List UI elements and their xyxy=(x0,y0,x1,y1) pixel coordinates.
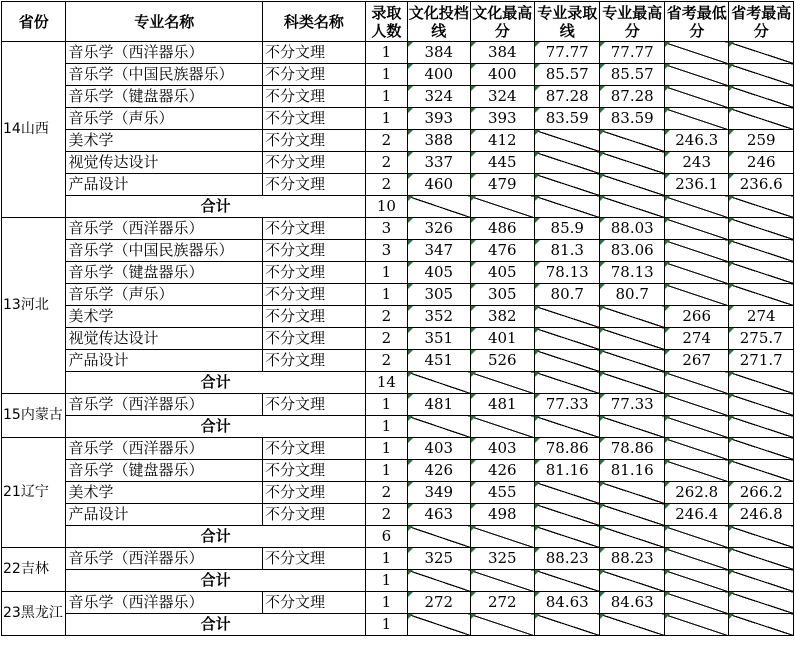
total-count-cell[interactable]: 14 xyxy=(365,372,407,394)
enrollment-cell[interactable]: 1 xyxy=(365,592,407,614)
table-row xyxy=(2,86,794,108)
culture-line-cell[interactable]: 388 xyxy=(408,130,470,152)
total-count-cell[interactable]: 1 xyxy=(365,416,407,438)
total-count-cell[interactable]: 1 xyxy=(365,570,407,592)
table-row xyxy=(2,592,794,614)
culture-line-cell[interactable]: 305 xyxy=(408,284,470,306)
enrollment-cell[interactable]: 1 xyxy=(365,460,407,482)
major-max-cell[interactable]: 85.57 xyxy=(600,64,664,86)
table-row xyxy=(2,284,794,306)
culture-line-cell[interactable]: 393 xyxy=(408,108,470,130)
category-cell[interactable]: 不分文理 xyxy=(262,174,365,196)
enrollment-cell[interactable]: 2 xyxy=(365,504,407,526)
culture-max-cell[interactable]: 412 xyxy=(470,130,534,152)
culture-line-cell[interactable]: 351 xyxy=(408,328,470,350)
major-max-cell[interactable] xyxy=(600,152,664,174)
provincial-max-cell[interactable]: 246 xyxy=(729,152,794,174)
culture-line-cell[interactable]: 460 xyxy=(408,174,470,196)
enrollment-cell[interactable]: 1 xyxy=(365,86,407,108)
table-row xyxy=(2,350,794,372)
major-line-cell[interactable]: 78.86 xyxy=(535,438,600,460)
major-name-cell[interactable]: 音乐学（西洋器乐） xyxy=(66,42,262,64)
category-cell[interactable]: 不分文理 xyxy=(262,284,365,306)
enrollment-cell[interactable]: 1 xyxy=(365,64,407,86)
province-cell[interactable]: 13河北 xyxy=(2,218,66,394)
culture-max-cell[interactable]: 305 xyxy=(470,284,534,306)
enrollment-cell[interactable]: 3 xyxy=(365,240,407,262)
table-row xyxy=(2,394,794,416)
culture-max-cell[interactable]: 476 xyxy=(470,240,534,262)
total-count-cell[interactable]: 10 xyxy=(365,196,407,218)
provincial-max-cell[interactable] xyxy=(729,416,794,438)
total-count-cell[interactable]: 1 xyxy=(365,614,407,636)
provincial-min-cell[interactable]: 246.3 xyxy=(664,130,728,152)
provincial-max-cell[interactable] xyxy=(729,42,794,64)
table-row xyxy=(2,240,794,262)
culture-line-cell[interactable] xyxy=(408,416,470,438)
header-major-max[interactable]: 专业最高分 xyxy=(600,2,664,42)
major-max-cell[interactable] xyxy=(600,526,664,548)
major-line-cell[interactable]: 87.28 xyxy=(535,86,600,108)
table-row xyxy=(2,460,794,482)
table-row xyxy=(2,174,794,196)
culture-max-cell[interactable] xyxy=(470,372,534,394)
header-category[interactable]: 科类名称 xyxy=(262,2,365,42)
category-cell[interactable]: 不分文理 xyxy=(262,218,365,240)
major-name-cell[interactable]: 产品设计 xyxy=(66,174,262,196)
major-max-cell[interactable] xyxy=(600,614,664,636)
table-row xyxy=(2,218,794,240)
major-line-cell[interactable] xyxy=(535,196,600,218)
major-name-cell[interactable]: 产品设计 xyxy=(66,504,262,526)
provincial-max-cell[interactable]: 259 xyxy=(729,130,794,152)
culture-line-cell[interactable] xyxy=(408,526,470,548)
provincial-max-cell[interactable]: 271.7 xyxy=(729,350,794,372)
total-label-cell[interactable]: 合计 xyxy=(66,614,365,636)
major-line-cell[interactable] xyxy=(535,306,600,328)
header-culture-line[interactable]: 文化投档线 xyxy=(408,3,469,40)
major-name-cell[interactable]: 音乐学（声乐） xyxy=(66,108,262,130)
table-row xyxy=(2,482,794,504)
major-line-cell[interactable]: 77.77 xyxy=(535,42,600,64)
major-line-cell[interactable]: 83.59 xyxy=(535,108,600,130)
category-cell[interactable]: 不分文理 xyxy=(262,328,365,350)
major-name-cell[interactable]: 美术学 xyxy=(66,306,262,328)
total-row xyxy=(2,570,794,592)
major-name-cell[interactable]: 美术学 xyxy=(66,130,262,152)
table-row xyxy=(2,130,794,152)
category-cell[interactable]: 不分文理 xyxy=(262,130,365,152)
major-max-cell[interactable] xyxy=(600,328,664,350)
major-max-cell[interactable]: 83.59 xyxy=(600,108,664,130)
major-name-cell[interactable]: 音乐学（西洋器乐） xyxy=(66,394,262,416)
major-line-cell[interactable]: 84.63 xyxy=(535,592,600,614)
category-cell[interactable]: 不分文理 xyxy=(262,460,365,482)
major-max-cell[interactable]: 87.28 xyxy=(600,86,664,108)
culture-max-cell[interactable] xyxy=(470,614,534,636)
enrollment-cell[interactable]: 2 xyxy=(365,306,407,328)
culture-max-cell[interactable]: 384 xyxy=(470,42,534,64)
total-row xyxy=(2,614,794,636)
provincial-min-cell[interactable] xyxy=(664,416,728,438)
province-cell[interactable]: 22吉林 xyxy=(2,548,66,592)
culture-max-cell[interactable] xyxy=(470,570,534,592)
culture-max-cell[interactable]: 382 xyxy=(470,306,534,328)
header-major[interactable]: 专业名称 xyxy=(66,2,262,42)
table-row xyxy=(2,152,794,174)
table-row xyxy=(2,504,794,526)
provincial-max-cell[interactable] xyxy=(729,460,794,482)
major-name-cell[interactable]: 美术学 xyxy=(66,482,262,504)
culture-max-cell[interactable]: 272 xyxy=(470,592,534,614)
major-line-cell[interactable] xyxy=(535,570,600,592)
enrollment-cell[interactable]: 2 xyxy=(365,152,407,174)
culture-max-cell[interactable]: 325 xyxy=(470,548,534,570)
provincial-max-cell[interactable] xyxy=(729,218,794,240)
province-cell[interactable]: 23黑龙江 xyxy=(2,592,66,636)
enrollment-cell[interactable]: 3 xyxy=(365,218,407,240)
header-province[interactable]: 省份 xyxy=(2,2,66,42)
major-line-cell[interactable] xyxy=(535,482,600,504)
major-line-cell[interactable]: 88.23 xyxy=(535,548,600,570)
enrollment-cell[interactable]: 1 xyxy=(365,548,407,570)
total-count-cell[interactable]: 6 xyxy=(365,526,407,548)
provincial-max-cell[interactable] xyxy=(729,394,794,416)
culture-max-cell[interactable]: 393 xyxy=(470,108,534,130)
major-name-cell[interactable]: 音乐学（西洋器乐） xyxy=(66,592,262,614)
province-cell[interactable]: 21辽宁 xyxy=(2,438,66,548)
enrollment-cell[interactable]: 1 xyxy=(365,108,407,130)
category-cell[interactable]: 不分文理 xyxy=(262,240,365,262)
provincial-max-cell[interactable] xyxy=(729,592,794,614)
major-line-cell[interactable] xyxy=(535,328,600,350)
major-max-cell[interactable]: 77.77 xyxy=(600,42,664,64)
provincial-min-cell[interactable] xyxy=(664,42,728,64)
provincial-max-cell[interactable] xyxy=(729,284,794,306)
provincial-min-cell[interactable] xyxy=(664,394,728,416)
provincial-min-cell[interactable] xyxy=(664,284,728,306)
major-name-cell[interactable]: 音乐学（键盘器乐） xyxy=(66,460,262,482)
culture-max-cell[interactable] xyxy=(470,196,534,218)
major-line-cell[interactable]: 77.33 xyxy=(535,394,600,416)
enrollment-cell[interactable]: 1 xyxy=(365,394,407,416)
major-max-cell[interactable] xyxy=(600,130,664,152)
culture-line-cell[interactable]: 272 xyxy=(408,592,470,614)
culture-max-cell[interactable]: 479 xyxy=(470,174,534,196)
major-line-cell[interactable] xyxy=(535,152,600,174)
provincial-min-cell[interactable] xyxy=(664,460,728,482)
provincial-min-cell[interactable] xyxy=(664,372,728,394)
culture-line-cell[interactable]: 403 xyxy=(408,438,470,460)
major-name-cell[interactable]: 音乐学（西洋器乐） xyxy=(66,438,262,460)
category-cell[interactable]: 不分文理 xyxy=(262,152,365,174)
provincial-min-cell[interactable]: 236.1 xyxy=(664,174,728,196)
major-max-cell[interactable]: 80.7 xyxy=(600,284,664,306)
culture-max-cell[interactable]: 405 xyxy=(470,262,534,284)
major-line-cell[interactable] xyxy=(535,504,600,526)
category-cell[interactable]: 不分文理 xyxy=(262,394,365,416)
provincial-min-cell[interactable]: 266 xyxy=(664,306,728,328)
provincial-min-cell[interactable]: 246.4 xyxy=(664,504,728,526)
header-culture-max[interactable]: 文化最高分 xyxy=(470,2,534,42)
culture-line-cell[interactable]: 324 xyxy=(408,86,470,108)
major-name-cell[interactable]: 视觉传达设计 xyxy=(66,152,262,174)
culture-line-cell[interactable]: 347 xyxy=(408,240,470,262)
provincial-min-cell[interactable] xyxy=(664,64,728,86)
admission-score-table xyxy=(1,1,794,636)
major-max-cell[interactable] xyxy=(600,174,664,196)
enrollment-cell[interactable]: 1 xyxy=(365,262,407,284)
culture-line-cell[interactable]: 325 xyxy=(408,548,470,570)
total-row xyxy=(2,196,794,218)
culture-line-cell[interactable] xyxy=(408,196,470,218)
total-label-cell[interactable]: 合计 xyxy=(66,196,365,218)
provincial-min-cell[interactable] xyxy=(664,86,728,108)
culture-max-cell[interactable]: 403 xyxy=(470,438,534,460)
culture-max-cell[interactable]: 455 xyxy=(470,482,534,504)
table-row xyxy=(2,262,794,284)
category-cell[interactable]: 不分文理 xyxy=(262,350,365,372)
major-line-cell[interactable] xyxy=(535,130,600,152)
enrollment-cell[interactable]: 1 xyxy=(365,438,407,460)
major-max-cell[interactable]: 88.03 xyxy=(600,218,664,240)
category-cell[interactable]: 不分文理 xyxy=(262,438,365,460)
major-name-cell[interactable]: 音乐学（西洋器乐） xyxy=(66,548,262,570)
major-name-cell[interactable]: 音乐学（键盘器乐） xyxy=(66,262,262,284)
total-row xyxy=(2,416,794,438)
major-max-cell[interactable]: 78.86 xyxy=(600,438,664,460)
provincial-min-cell[interactable] xyxy=(664,614,728,636)
provincial-min-cell[interactable]: 267 xyxy=(664,350,728,372)
category-cell[interactable]: 不分文理 xyxy=(262,262,365,284)
enrollment-cell[interactable]: 2 xyxy=(365,174,407,196)
provincial-max-cell[interactable] xyxy=(729,262,794,284)
culture-line-cell[interactable]: 337 xyxy=(408,152,470,174)
enrollment-cell[interactable]: 1 xyxy=(365,284,407,306)
provincial-max-cell[interactable]: 246.8 xyxy=(729,504,794,526)
category-cell[interactable]: 不分文理 xyxy=(262,592,365,614)
provincial-min-cell[interactable]: 262.8 xyxy=(664,482,728,504)
major-max-cell[interactable] xyxy=(600,504,664,526)
provincial-max-cell[interactable] xyxy=(729,64,794,86)
culture-max-cell[interactable]: 445 xyxy=(470,152,534,174)
provincial-max-cell[interactable] xyxy=(729,548,794,570)
provincial-max-cell[interactable] xyxy=(729,438,794,460)
major-line-cell[interactable]: 81.16 xyxy=(535,460,600,482)
total-label-cell[interactable]: 合计 xyxy=(66,416,365,438)
culture-line-cell[interactable]: 326 xyxy=(408,218,470,240)
culture-max-cell[interactable] xyxy=(470,526,534,548)
enrollment-cell[interactable]: 2 xyxy=(365,350,407,372)
major-name-cell[interactable]: 音乐学（中国民族器乐） xyxy=(66,64,262,86)
major-max-cell[interactable] xyxy=(600,350,664,372)
culture-line-cell[interactable]: 405 xyxy=(408,262,470,284)
culture-max-cell[interactable]: 324 xyxy=(470,86,534,108)
culture-max-cell[interactable] xyxy=(470,416,534,438)
enrollment-cell[interactable]: 2 xyxy=(365,482,407,504)
category-cell[interactable]: 不分文理 xyxy=(262,504,365,526)
major-line-cell[interactable] xyxy=(535,526,600,548)
culture-max-cell[interactable]: 426 xyxy=(470,460,534,482)
total-label-cell[interactable]: 合计 xyxy=(66,570,365,592)
category-cell[interactable]: 不分文理 xyxy=(262,64,365,86)
major-line-cell[interactable]: 81.3 xyxy=(535,240,600,262)
culture-line-cell[interactable] xyxy=(408,570,470,592)
provincial-max-cell[interactable]: 275.7 xyxy=(729,328,794,350)
major-line-cell[interactable]: 85.57 xyxy=(535,64,600,86)
culture-max-cell[interactable]: 486 xyxy=(470,218,534,240)
total-row xyxy=(2,526,794,548)
major-max-cell[interactable]: 84.63 xyxy=(600,592,664,614)
major-max-cell[interactable] xyxy=(600,482,664,504)
culture-line-cell[interactable]: 349 xyxy=(408,482,470,504)
header-provincial-max[interactable]: 省考最高分 xyxy=(729,2,794,42)
major-name-cell[interactable]: 音乐学（中国民族器乐） xyxy=(66,240,262,262)
major-line-cell[interactable] xyxy=(535,350,600,372)
provincial-min-cell[interactable] xyxy=(664,548,728,570)
provincial-max-cell[interactable] xyxy=(729,86,794,108)
major-line-cell[interactable] xyxy=(535,416,600,438)
major-name-cell[interactable]: 视觉传达设计 xyxy=(66,328,262,350)
provincial-max-cell[interactable] xyxy=(729,108,794,130)
culture-line-cell[interactable] xyxy=(408,614,470,636)
culture-max-cell[interactable]: 526 xyxy=(470,350,534,372)
major-line-cell[interactable] xyxy=(535,174,600,196)
provincial-min-cell[interactable] xyxy=(664,218,728,240)
culture-max-cell[interactable]: 498 xyxy=(470,504,534,526)
enrollment-cell[interactable]: 2 xyxy=(365,130,407,152)
culture-line-cell[interactable]: 352 xyxy=(408,306,470,328)
category-cell[interactable]: 不分文理 xyxy=(262,108,365,130)
provincial-max-cell[interactable]: 266.2 xyxy=(729,482,794,504)
provincial-min-cell[interactable]: 243 xyxy=(664,152,728,174)
total-row xyxy=(2,372,794,394)
table-row xyxy=(2,438,794,460)
provincial-min-cell[interactable] xyxy=(664,438,728,460)
major-max-cell[interactable] xyxy=(600,372,664,394)
major-max-cell[interactable] xyxy=(600,196,664,218)
enrollment-cell[interactable]: 1 xyxy=(365,42,407,64)
major-name-cell[interactable]: 音乐学（西洋器乐） xyxy=(66,218,262,240)
provincial-min-cell[interactable] xyxy=(664,240,728,262)
culture-line-cell[interactable]: 426 xyxy=(408,460,470,482)
provincial-max-cell[interactable] xyxy=(729,570,794,592)
major-name-cell[interactable]: 音乐学（声乐） xyxy=(66,284,262,306)
header-provincial-min[interactable]: 省考最低分 xyxy=(664,2,728,42)
culture-line-cell[interactable]: 463 xyxy=(408,504,470,526)
provincial-min-cell[interactable] xyxy=(664,592,728,614)
provincial-min-cell[interactable] xyxy=(664,526,728,548)
provincial-max-cell[interactable] xyxy=(729,372,794,394)
enrollment-cell[interactable]: 2 xyxy=(365,328,407,350)
major-max-cell[interactable]: 88.23 xyxy=(600,548,664,570)
table-row xyxy=(2,42,794,64)
major-name-cell[interactable]: 音乐学（键盘器乐） xyxy=(66,86,262,108)
category-cell[interactable]: 不分文理 xyxy=(262,548,365,570)
header-row xyxy=(2,2,794,42)
category-cell[interactable]: 不分文理 xyxy=(262,86,365,108)
province-cell[interactable]: 15内蒙古 xyxy=(2,394,66,438)
category-cell[interactable]: 不分文理 xyxy=(262,482,365,504)
major-name-cell[interactable]: 产品设计 xyxy=(66,350,262,372)
header-enrollment[interactable]: 录取人数 xyxy=(365,2,407,42)
table-row xyxy=(2,548,794,570)
provincial-min-cell[interactable] xyxy=(664,262,728,284)
provincial-min-cell[interactable]: 274 xyxy=(664,328,728,350)
total-label-cell[interactable]: 合计 xyxy=(66,372,365,394)
provincial-max-cell[interactable] xyxy=(729,526,794,548)
category-cell[interactable]: 不分文理 xyxy=(262,306,365,328)
major-line-cell[interactable]: 80.7 xyxy=(535,284,600,306)
provincial-max-cell[interactable] xyxy=(729,614,794,636)
major-max-cell[interactable] xyxy=(600,416,664,438)
culture-max-cell[interactable]: 400 xyxy=(470,64,534,86)
provincial-max-cell[interactable]: 274 xyxy=(729,306,794,328)
header-major-line[interactable]: 专业录取线 xyxy=(535,2,600,42)
major-line-cell[interactable]: 78.13 xyxy=(535,262,600,284)
province-cell[interactable]: 14山西 xyxy=(2,42,66,218)
provincial-min-cell[interactable] xyxy=(664,570,728,592)
table-row xyxy=(2,64,794,86)
culture-line-cell[interactable] xyxy=(408,372,470,394)
table-row xyxy=(2,108,794,130)
provincial-max-cell[interactable]: 236.6 xyxy=(729,174,794,196)
total-label-cell[interactable]: 合计 xyxy=(66,526,365,548)
provincial-min-cell[interactable] xyxy=(664,108,728,130)
table-row xyxy=(2,306,794,328)
culture-max-cell[interactable]: 481 xyxy=(470,394,534,416)
major-max-cell[interactable]: 83.06 xyxy=(600,240,664,262)
culture-line-cell[interactable]: 481 xyxy=(408,394,470,416)
culture-line-cell[interactable]: 451 xyxy=(408,350,470,372)
culture-line-cell[interactable]: 400 xyxy=(408,64,470,86)
provincial-max-cell[interactable] xyxy=(729,240,794,262)
major-line-cell[interactable] xyxy=(535,372,600,394)
major-max-cell[interactable]: 78.13 xyxy=(600,262,664,284)
culture-line-cell[interactable]: 384 xyxy=(408,42,470,64)
table-row xyxy=(2,328,794,350)
major-max-cell[interactable] xyxy=(600,306,664,328)
major-max-cell[interactable]: 81.16 xyxy=(600,460,664,482)
major-max-cell[interactable]: 77.33 xyxy=(600,394,664,416)
major-line-cell[interactable]: 85.9 xyxy=(535,218,600,240)
category-cell[interactable]: 不分文理 xyxy=(262,42,365,64)
major-max-cell[interactable] xyxy=(600,570,664,592)
culture-max-cell[interactable]: 401 xyxy=(470,328,534,350)
major-line-cell[interactable] xyxy=(535,614,600,636)
provincial-min-cell[interactable] xyxy=(664,196,728,218)
provincial-max-cell[interactable] xyxy=(729,196,794,218)
